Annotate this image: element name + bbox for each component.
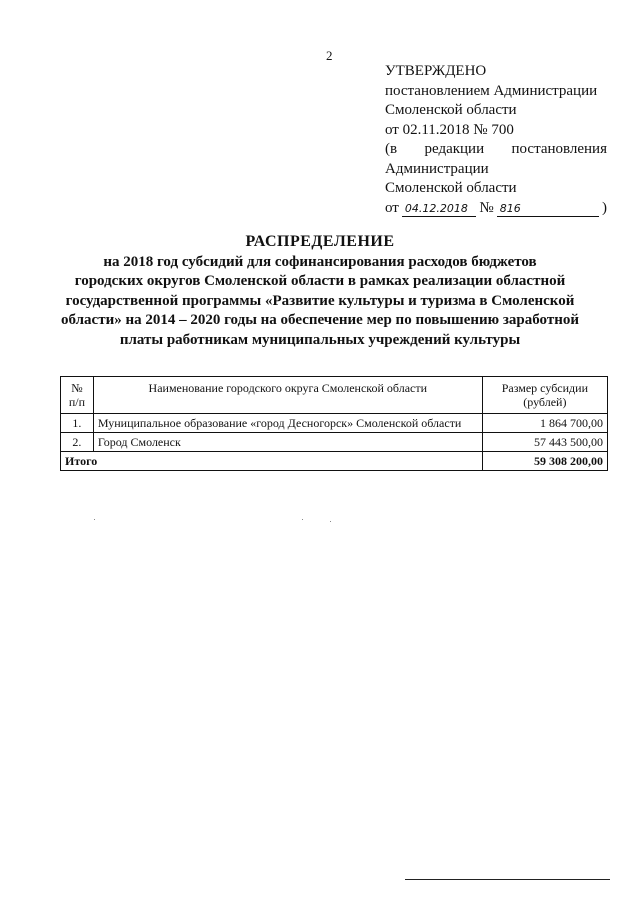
distribution-table <box>60 376 608 471</box>
table-header-row <box>61 377 608 414</box>
row-amount: 57 443 500,00 <box>482 433 607 452</box>
header-num-line-1: № <box>71 381 83 395</box>
title-line-3: государственной программы «Развитие культуры и туризма в Смоленской <box>65 292 575 309</box>
approval-line-5: Администрации <box>385 160 489 177</box>
bottom-rule <box>405 879 610 880</box>
approval-stamp <box>385 62 607 218</box>
number-label: № <box>479 199 494 216</box>
title-heading: РАСПРЕДЕЛЕНИЕ <box>245 233 395 250</box>
title-line-5: платы работникам муниципальных учреждений культуры <box>119 331 521 348</box>
page-number: 2 <box>326 48 333 63</box>
title-line-2: городских округов Смоленской области в рамках реализации областной <box>74 273 566 289</box>
header-amount-line-2: (рублей) <box>523 395 567 409</box>
header-amount-line-1: Размер субсидии <box>501 381 588 395</box>
from-label: от <box>385 199 399 216</box>
row-name: Муниципальное образование «город Десногорск» Смоленской области <box>93 414 482 433</box>
row-amount: 1 864 700,00 <box>482 414 607 433</box>
edition-word: редакции <box>424 141 485 157</box>
scan-speck <box>302 519 303 520</box>
header-num <box>61 377 94 414</box>
approval-line-3: от 02.11.2018 № 700 <box>385 121 514 138</box>
handwritten-date: 04.12.2018 <box>402 202 477 217</box>
header-amount <box>482 377 607 414</box>
header-name: Наименование городского округа Смоленской области <box>93 377 482 414</box>
table-row <box>61 414 608 433</box>
title-line-4: области» на 2014 – 2020 годы на обеспечение мер по повышению заработной <box>61 312 579 328</box>
approval-line-6: Смоленской области <box>385 180 517 196</box>
scan-speck <box>330 521 331 522</box>
approval-date-line <box>385 199 607 219</box>
edition-word-2: постановления <box>511 141 607 157</box>
close-paren: ) <box>602 199 607 216</box>
document-title <box>60 232 580 350</box>
approval-edition-line <box>385 140 607 160</box>
title-line-1: на 2018 год субсидий для софинансирования расходов бюджетов <box>103 253 537 270</box>
table-row <box>61 433 608 452</box>
approval-line-2: Смоленской области <box>385 102 517 118</box>
scan-speck <box>94 519 95 520</box>
row-num: 1. <box>61 414 94 433</box>
header-num-line-2: п/п <box>68 395 86 409</box>
approved-label: УТВЕРЖДЕНО <box>385 63 487 79</box>
row-name: Город Смоленск <box>93 433 482 452</box>
handwritten-number: 816 <box>497 202 599 217</box>
total-label: Итого <box>61 452 483 471</box>
approval-line-1: постановлением Администрации <box>385 82 598 99</box>
edition-open: (в <box>385 141 398 157</box>
total-amount: 59 308 200,00 <box>482 452 607 471</box>
row-num: 2. <box>61 433 94 452</box>
table-total-row <box>61 452 608 471</box>
